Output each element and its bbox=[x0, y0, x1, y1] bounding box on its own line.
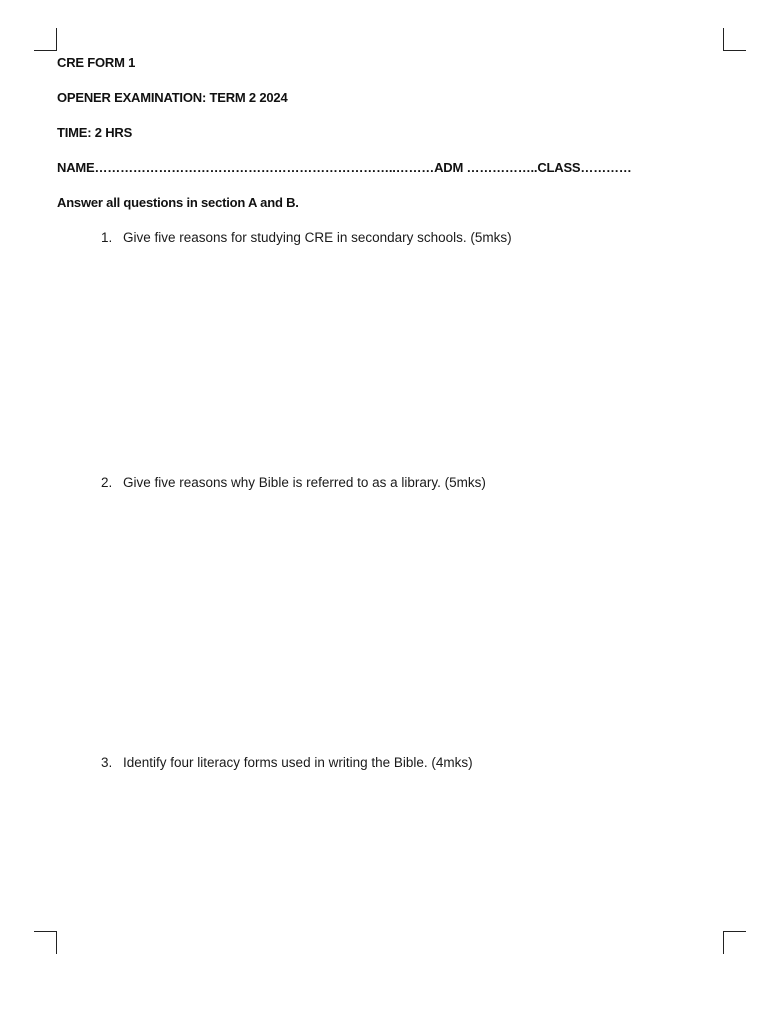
question-number: 1. bbox=[101, 230, 113, 245]
student-details-line: NAME……………………………………………………………..………ADM ……………..CLASS………… bbox=[57, 160, 632, 175]
question-text: Give five reasons for studying CRE in secondary schools. (5mks) bbox=[123, 230, 512, 245]
crop-mark-top-left bbox=[34, 28, 57, 51]
question-item bbox=[101, 230, 512, 245]
question-text: Identify four literacy forms used in writing the Bible. (4mks) bbox=[123, 755, 473, 770]
exam-subject-title: CRE FORM 1 bbox=[57, 55, 136, 70]
exam-instructions: Answer all questions in section A and B. bbox=[57, 195, 299, 210]
question-item bbox=[101, 755, 473, 770]
exam-time: TIME: 2 HRS bbox=[57, 125, 133, 140]
crop-mark-top-right bbox=[723, 28, 746, 51]
crop-mark-bottom-right bbox=[723, 931, 746, 954]
exam-name: OPENER EXAMINATION: TERM 2 2024 bbox=[57, 90, 288, 105]
crop-mark-bottom-left bbox=[34, 931, 57, 954]
question-text: Give five reasons why Bible is referred to as a library. (5mks) bbox=[123, 475, 486, 490]
question-item bbox=[101, 475, 486, 490]
question-number: 2. bbox=[101, 475, 113, 490]
question-number: 3. bbox=[101, 755, 113, 770]
